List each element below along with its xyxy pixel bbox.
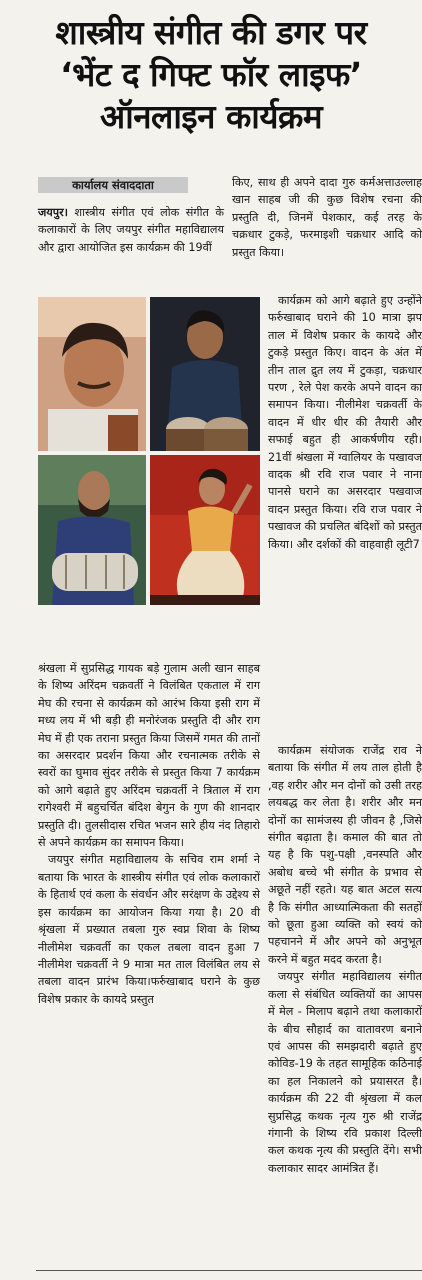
left-column-lead (38, 204, 224, 256)
photo-kathak-dancer-image (150, 455, 260, 605)
photo-pakhawaj-player (38, 455, 146, 605)
byline: कार्यालय संवाददाता (38, 177, 188, 193)
right-column-bottom (268, 742, 422, 1177)
lead-paragraph (38, 204, 224, 256)
photo-vocalist (38, 297, 146, 451)
right-column-narrow (268, 292, 422, 553)
left-column-body (38, 660, 260, 1008)
right-column-top (232, 174, 422, 261)
bottom-rule (36, 1270, 422, 1271)
photo-tabla-player (150, 297, 260, 451)
lead-city: जयपुर। (38, 206, 68, 219)
headline-line-1: शास्त्रीय संगीत की डगर पर (55, 13, 367, 52)
headline-line-2: ‘भेंट द गिफ्ट फॉर लाइफ’ (60, 55, 362, 94)
right-paragraph-4: जयपुर संगीत महाविद्यालय संगीत कला से संबंधित व्यक्तियों का आपस में मेल - मिलाप बढ़ाने तथा कलाकारों के बीच सौहार्द का वातावरण बनाने एवं आपस की समझदारी बढ़ाते हुए कोविड-19 के तहत सामूहिक कठिनाई का हल निकालने को प्रयासरत है। कार्यक्रम की 22 वी श्रृंखला में कल सुप्रसिद्ध कथक नृत्य गुरु श्री राजेंद्र गंगानी के शिष्य रवि प्रकाश दिल्ली कल कथक नृत्य की प्रस्तुति देंगे। सभी कलाकार सादर आमंत्रित हैं। (268, 970, 422, 1175)
headline-line-3: ऑनलाइन कार्यक्रम (99, 97, 323, 136)
photo-tabla-player-image (150, 297, 260, 451)
left-paragraph-2: जयपुर संगीत महाविद्यालय के सचिव राम शर्मा ने बताया कि भारत के शास्त्रीय संगीत एवं लोक कलाकारों के हितार्थ एवं कला के संवर्धन और सरंक्षण के उद्देश्य से इस कार्यक्रम का आयोजन किया गया है। 20 वी श्रृंखला में प्रख्यात तबला गुरु स्वप्न शिवा के शिष्य नीलीमेश चक्रवर्ती का एकल तबला वादन हुआ 7 नीलीमेश चक्रवर्ती ने 9 मात्रा मत ताल विलंबित लय से तबला वादन प्रारंभ किया।फर्रुखाबाद घराने के कुछ विशेष प्रकार के कायदे प्रस्तुत (38, 853, 260, 1006)
right-paragraph-3: कार्यक्रम संयोजक राजेंद्र राव ने बताया कि संगीत में लय ताल होती है ,वह शरीर और मन दोनों को उसी तरह लयबद्ध कर लेता है। शरीर और मन दोनों का सामंजस्य ही जीवन है ,जिसे संगीत बढ़ाता है। कमाल की बात तो यह है कि पशु-पक्षी ,वनस्पति और अबोध बच्चे भी संगीत के प्रभाव से अछूते नहीं रहते। यह बात अटल सत्य है कि संगीत आध्यात्मिकता की सतहों को छूता हुआ व्यक्ति को स्वयं को पहचानने में और अपने को अनुभूत करने में बहुत मदद करता है। (268, 744, 422, 966)
headline (0, 12, 422, 138)
lead-text: शास्त्रीय संगीत एवं लोक संगीत के कलाकारों के लिए जयपुर संगीत महाविद्यालय और द्वारा आयोजित इस कार्यक्रम की 19वीं (38, 206, 224, 254)
right-paragraph-2: कार्यक्रम को आगे बढ़ाते हुए उन्होंने फर्रुखाबाद घराने की 10 मात्रा झप ताल में विशेष प्रकार के कायदे और टुकड़े प्रस्तुत किए। वादन के अंत में तीन ताल द्रुत लय में टुकड़ा, चक्रधार परण , रेले पेश करके अपने वादन का समापन किया। नीलीमेश चक्रवर्ती के वादन में धीर धीर की तैयारी और सफाई बहुत ही आकर्षणीय रही। 21वीं श्रंखला में ग्वालियर के पखावज वादक श्री रवि राज पवार ने नाना पानसे घराने का असरदार पखवाज वादन प्रस्तुत किया। रवि राज पवार ने पखावज की प्रचलित बंदिशों को प्रस्तुत किया। और दर्शकों की वाहवाही लूटी7 (268, 294, 422, 551)
photo-kathak-dancer (150, 455, 260, 605)
right-paragraph-1: किए, साथ ही अपने दादा गुरु कर्मअत्ताउल्लाह खान साहब जी की कुछ विशेष रचना की प्रस्तुति दी, जिनमें पेशकार, कई तरह के चक्रधार टुकड़े, फरमाइशी चक्रधार आदि को प्रस्तुत किया। (232, 176, 422, 259)
photo-pakhawaj-player-image (38, 455, 146, 605)
left-paragraph-1: श्रंखला में सुप्रसिद्ध गायक बड़े गुलाम अली खान साहब के शिष्य अरिंदम चक्रवर्ती ने विलंबित एकताल में राग मेघ की रचना से कार्यक्रम को आरंभ किया इसी राग में मध्य लय में भी बड़ी ही मनोरंजक प्रस्तुति दी और राग मेघ में ही एक तराना प्रस्तुत किया जिसमें गमत की तानों का असरदार प्रदर्शन किया और रचनात्मक तरीके से स्वरों का घुमाव सुंदर तरीके से प्रस्तुत किया 7 कार्यक्रम को आगे बढ़ाते हुए अरिंदम चक्रवर्ती ने त्रिताल में राग रागेश्वरी में बहुचर्चित बंदिश बेगुन के गुण की शानदार प्रस्तुति दी। तुलसीदास रचित भजन सारे हीय नंद तिहारो से अपने कार्यक्रम का समापन किया। (38, 662, 260, 850)
photo-vocalist-image (38, 297, 146, 451)
